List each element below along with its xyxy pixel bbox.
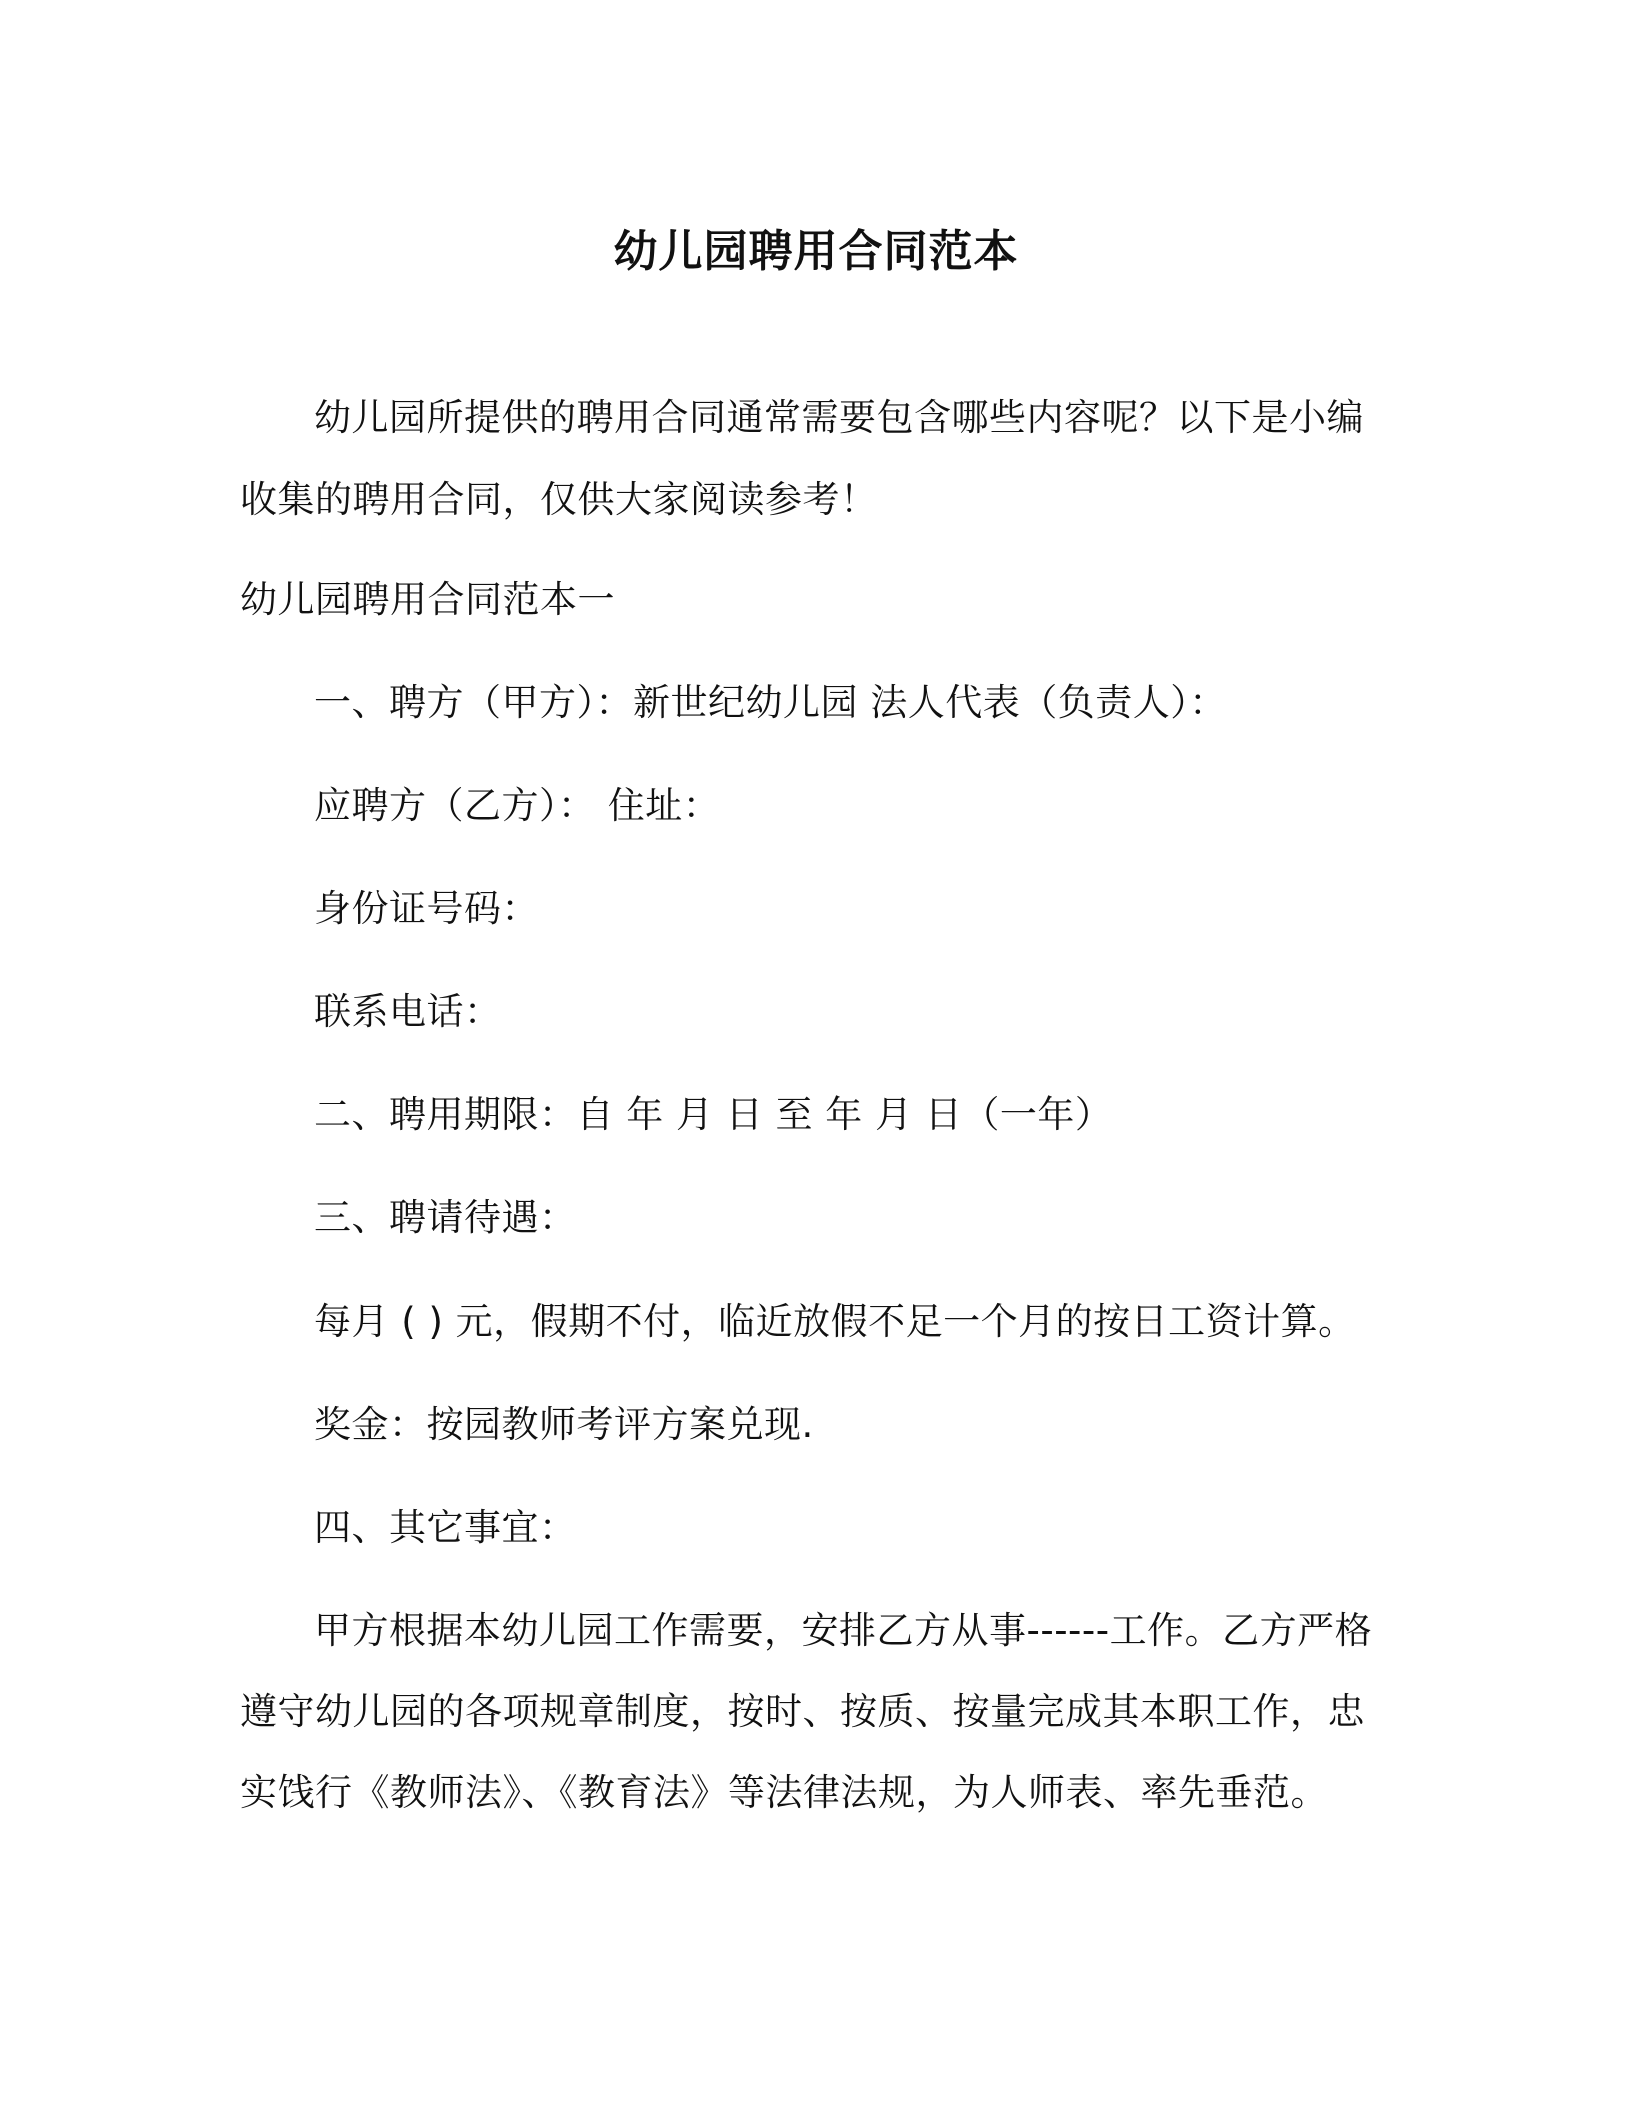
- clause-benefits-heading: 三、聘请待遇：: [314, 1196, 577, 1239]
- intro-line-2: 收集的聘用合同，仅供大家阅读参考！: [240, 478, 878, 521]
- clause-salary: 每月 ( ) 元，假期不付，临近放假不足一个月的按日工资计算。: [314, 1300, 1356, 1343]
- clause-other-body-line-2: 遵守幼儿园的各项规章制度，按时、按质、按量完成其本职工作，忠: [240, 1690, 1365, 1733]
- clause-other-body-line-1: 甲方根据本幼儿园工作需要，安排乙方从事------工作。乙方严格: [314, 1609, 1373, 1652]
- clause-phone: 联系电话：: [314, 990, 502, 1033]
- clause-other-body-line-3: 实饯行《教师法》、《教育法》等法律法规，为人师表、率先垂范。: [240, 1771, 1328, 1814]
- clause-bonus: 奖金：按园教师考评方案兑现.: [314, 1403, 814, 1446]
- clause-other-heading: 四、其它事宜：: [314, 1506, 577, 1549]
- intro-line-1: 幼儿园所提供的聘用合同通常需要包含哪些内容呢？以下是小编: [314, 396, 1364, 439]
- clause-id-number: 身份证号码：: [314, 887, 539, 930]
- document-title: 幼儿园聘用合同范本: [613, 226, 1019, 277]
- clause-party-a: 一、聘方（甲方）：新世纪幼儿园 法人代表（负责人）：: [314, 681, 1227, 724]
- section-heading: 幼儿园聘用合同范本一: [240, 578, 615, 621]
- clause-party-b: 应聘方（乙方）： 住址：: [314, 784, 721, 827]
- clause-term: 二、聘用期限：自 年 月 日 至 年 月 日（一年）: [314, 1093, 1113, 1136]
